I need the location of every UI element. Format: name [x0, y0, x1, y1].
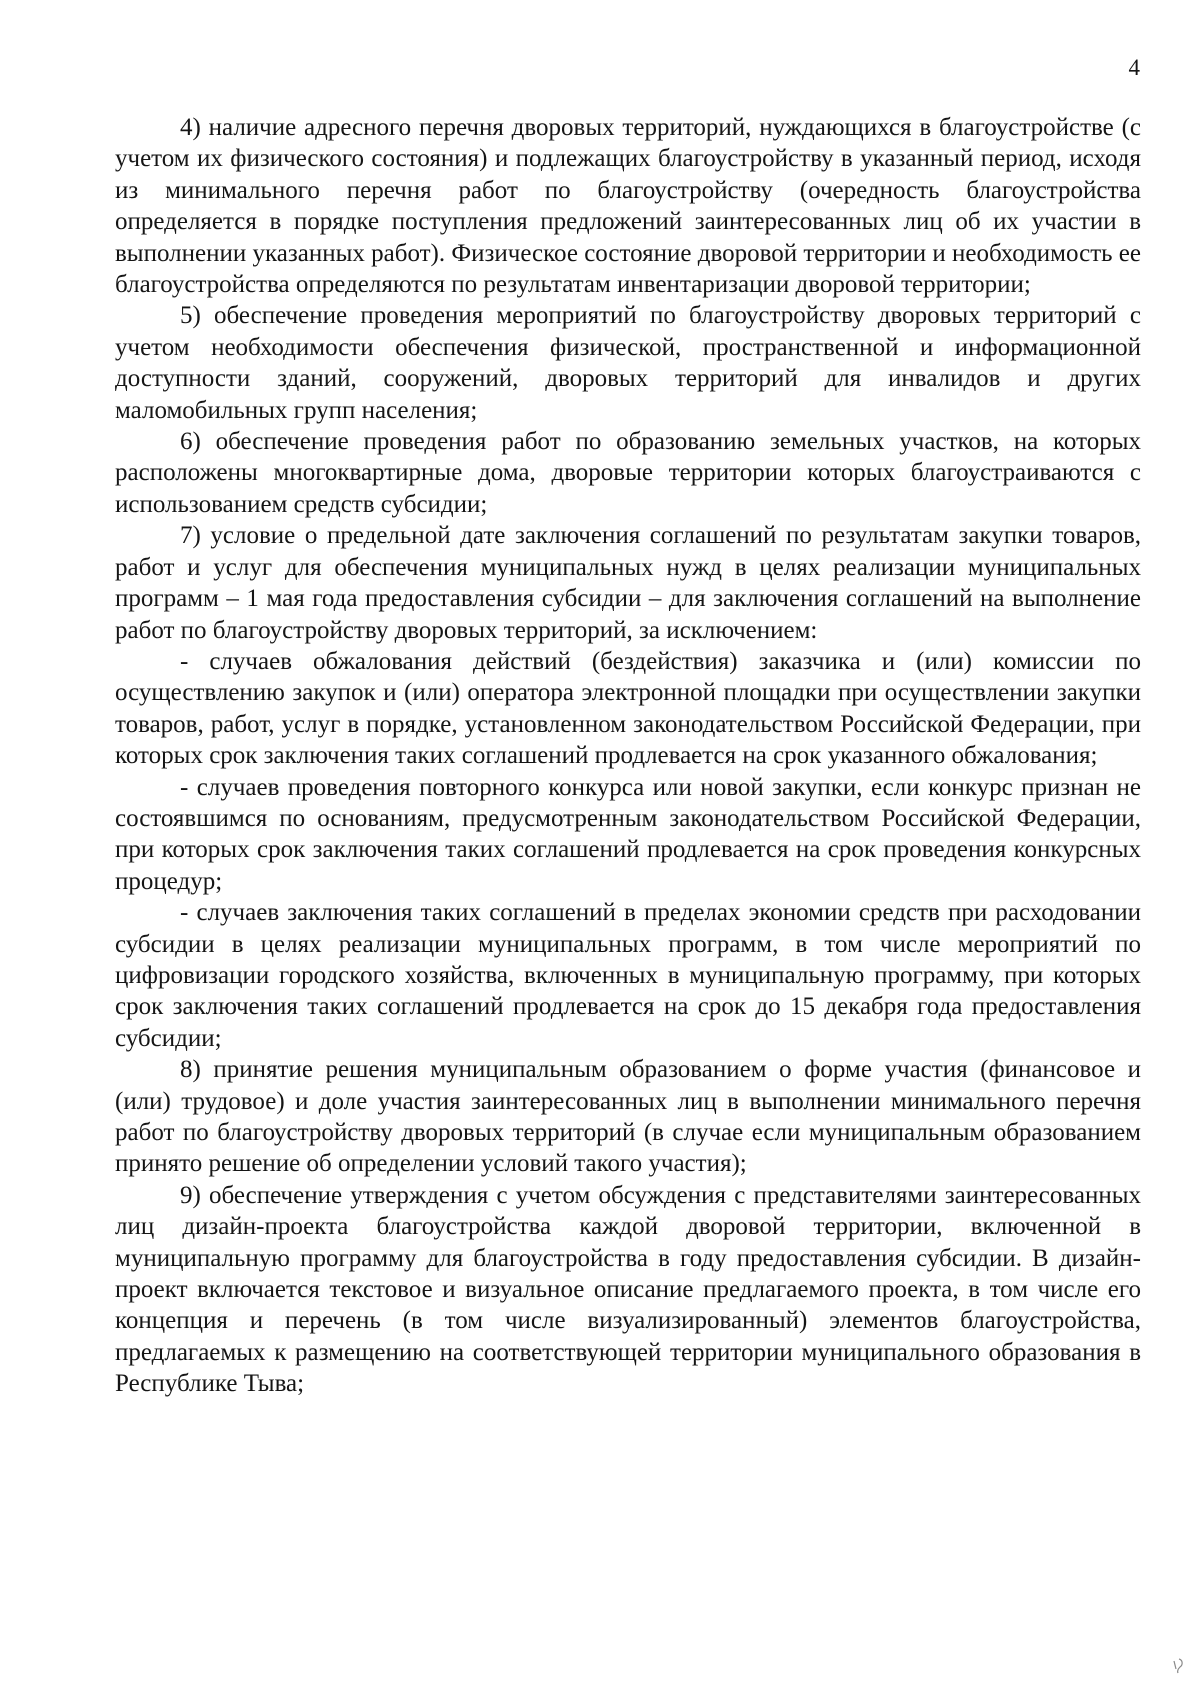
page-number: 4 [1128, 55, 1140, 80]
paragraph-item-4: 4) наличие адресного перечня дворовых территорий, нуждающихся в благоустройстве (с учетом их физического состояния) и подлежащих благоустройству в указанный период, исходя из минимального перечня работ по благоустройству (очередность благоустройства определяется в порядке поступления предложений заинтересованных лиц об их участии в выполнении указанных работ). Физическое состояние дворовой территории и необходимость ее благоустройства определяются по результатам инвентаризации дворовой территории; [115, 114, 1141, 299]
paragraph-item-5: 5) обеспечение проведения мероприятий по благоустройству дворовых территорий с учетом необходимости обеспечения физической, пространственной и информационной доступности зданий, сооружений, дворовых территорий для инвалидов и других маломобильных групп населения; [115, 302, 1141, 424]
scan-mark-icon [1171, 1655, 1185, 1675]
paragraph-item-8: 8) принятие решения муниципальным образованием о форме участия (финансовое и (или) трудовое) и доле участия заинтересованных лиц в выполнении минимального перечня работ по благоустройству дворовых территорий (в случае если муниципальным образованием принято решение об определении условий такого участия); [115, 1056, 1141, 1178]
paragraph-item-6: 6) обеспечение проведения работ по образованию земельных участков, на которых расположены многоквартирные дома, дворовые территории которых благоустраиваются с использованием средств субсидии; [115, 428, 1141, 518]
paragraph-exception-savings: - случаев заключения таких соглашений в пределах экономии средств при расходовании субсидии в целях реализации муниципальных программ, в том числе мероприятий по цифровизации городского хозяйства, включенных в муниципальную программу, при которых срок заключения таких соглашений продлевается на срок до 15 декабря года предоставления субсидии; [115, 899, 1141, 1052]
document-body [115, 112, 1141, 1400]
paragraph-item-7: 7) условие о предельной дате заключения соглашений по результатам закупки товаров, работ и услуг для обеспечения муниципальных нужд в целях реализации муниципальных программ – 1 мая года предоставления субсидии – для заключения соглашений на выполнение работ по благоустройству дворовых территорий, за исключением: [115, 522, 1141, 644]
paragraph-exception-appeal: - случаев обжалования действий (бездействия) заказчика и (или) комиссии по осуществлению закупок и (или) оператора электронной площадки при осуществлении закупки товаров, работ, услуг в порядке, установленном законодательством Российской Федерации, при которых срок заключения таких соглашений продлевается на срок указанного обжалования; [115, 647, 1141, 770]
paragraph-item-9: 9) обеспечение утверждения с учетом обсуждения с представителями заинтересованных лиц дизайн-проекта благоустройства каждой дворовой территории, включенной в муниципальную программу для благоустройства в году предоставления субсидии. В дизайн-проект включается текстовое и визуальное описание предлагаемого проекта, в том числе его концепция и перечень (в том числе визуализированный) элементов благоустройства, предлагаемых к размещению на соответствующей территории муниципального образования в Республике Тыва; [115, 1181, 1141, 1398]
paragraph-exception-repeat-tender: - случаев проведения повторного конкурса или новой закупки, если конкурс признан не состоявшимся по основаниям, предусмотренным законодательством Российской Федерации, при которых срок заключения таких соглашений продлевается на срок проведения конкурсных процедур; [115, 773, 1141, 895]
